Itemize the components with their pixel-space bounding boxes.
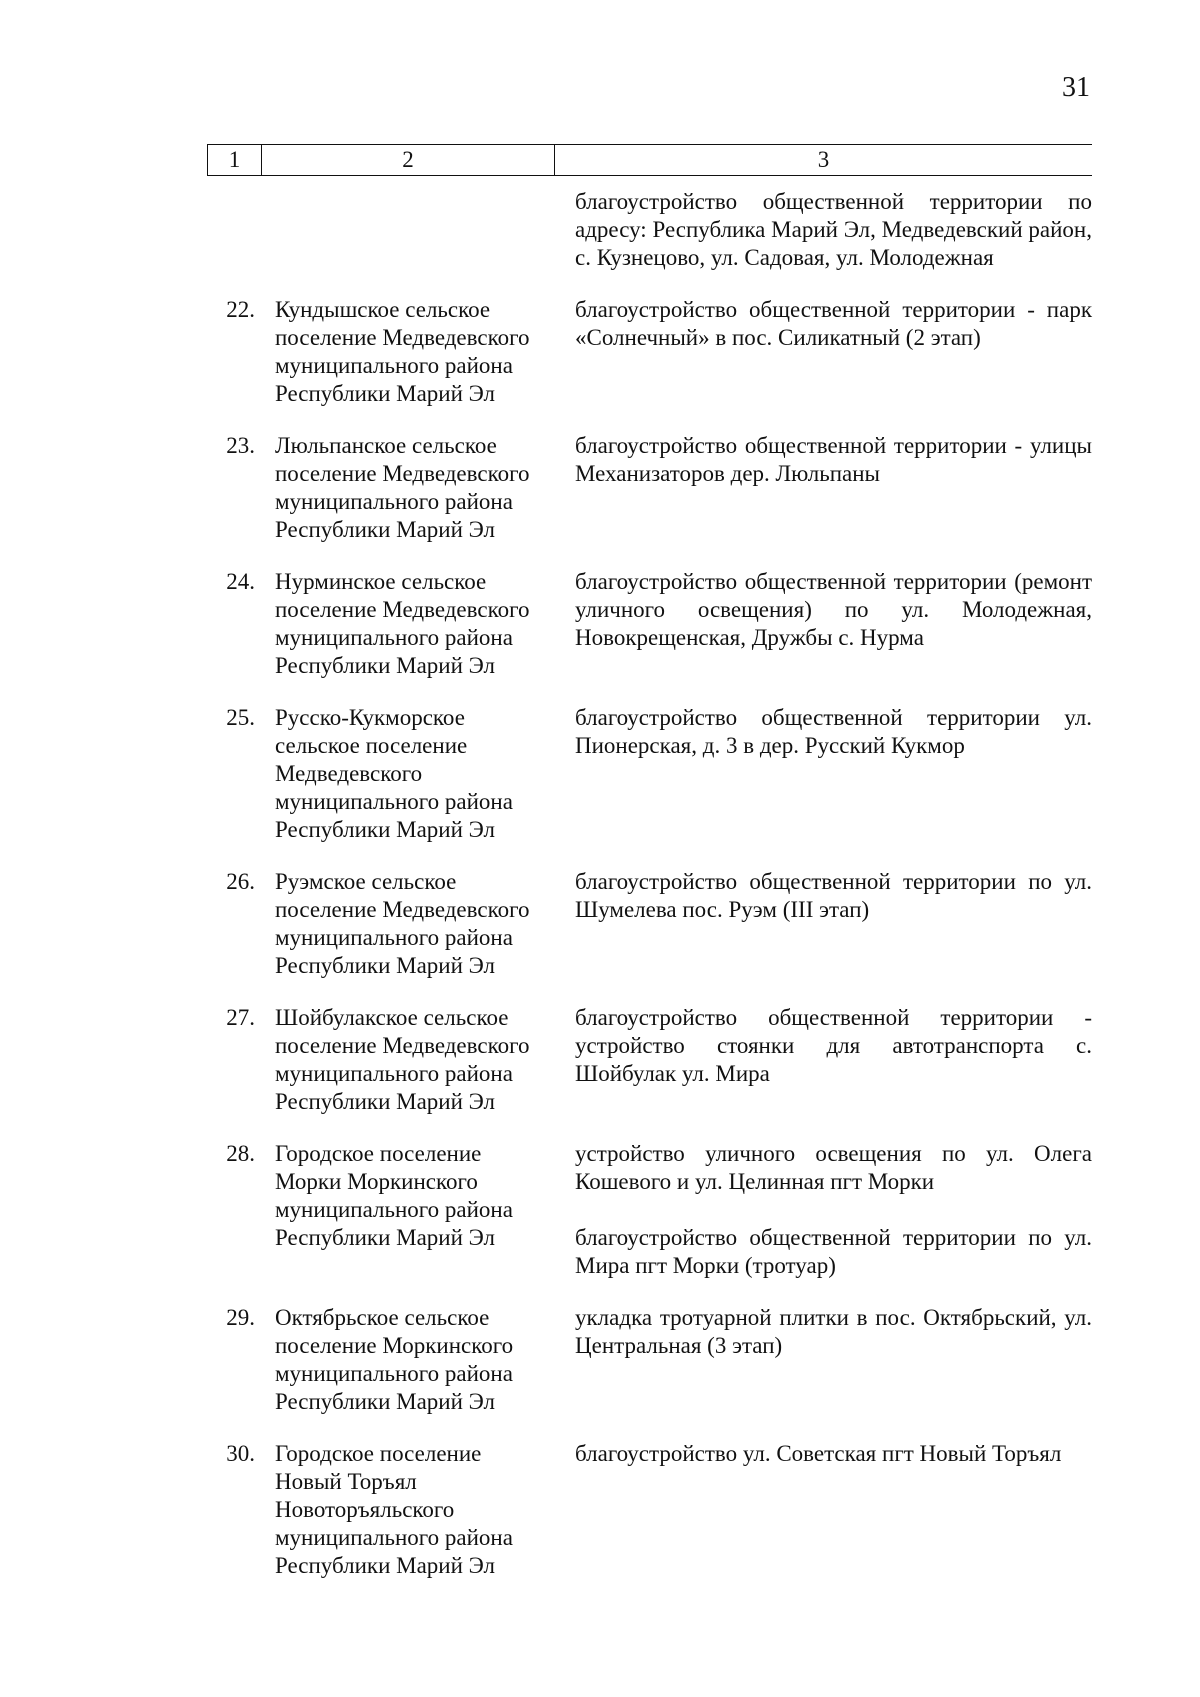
settlement-name-line: поселение Медведевского [275, 1033, 530, 1058]
settlement-name-line: Городское поселение [275, 1441, 482, 1466]
settlement-name-line: Нурминское сельское [275, 569, 487, 594]
settlement-name-line: муниципального района [275, 1361, 513, 1386]
settlement-name [255, 1004, 555, 1116]
improvement-description [555, 704, 1092, 844]
settlement-name-line: Городское поселение [275, 1141, 482, 1166]
settlement-name [255, 1440, 555, 1580]
settlement-name-line: муниципального района [275, 489, 513, 514]
description-paragraph: устройство уличного освещения по ул. Олега Кошевого и ул. Целинная пгт Морки [575, 1141, 1092, 1194]
table-row [207, 296, 1092, 408]
settlement-name [255, 188, 555, 272]
settlement-name-line: Морки Моркинского [275, 1169, 478, 1194]
description-paragraph: благоустройство общественной территории - устройство стоянки для автотранспорта с. Шойбулак ул. Мира [575, 1005, 1092, 1086]
settlement-name-line: Республики Марий Эл [275, 817, 496, 842]
settlement-name-line: поселение Медведевского [275, 325, 530, 350]
row-number: 23. [226, 433, 255, 458]
settlement-name-line: поселение Моркинского [275, 1333, 514, 1358]
settlement-name [255, 432, 555, 544]
settlement-name-line: Люльпанское сельское [275, 433, 497, 458]
column-header-2: 2 [262, 145, 555, 175]
improvement-description [555, 296, 1092, 408]
improvement-description [555, 1440, 1092, 1580]
settlement-name [255, 868, 555, 980]
settlement-name-line: Республики Марий Эл [275, 381, 496, 406]
settlement-name-line: Кундышское сельское [275, 297, 491, 322]
column-header-3: 3 [817, 147, 830, 172]
description-paragraph: благоустройство общественной территории - улицы Механизаторов дер. Люльпаны [575, 433, 1092, 486]
settlement-name-line: Новый Торъял [275, 1469, 417, 1494]
column-header-1: 1 [207, 145, 262, 175]
settlement-name-line: муниципального района [275, 1061, 513, 1086]
improvement-description [555, 1304, 1092, 1416]
description-paragraph: благоустройство общественной территории по ул. Мира пгт Морки (тротуар) [575, 1225, 1092, 1278]
improvement-description [555, 1140, 1092, 1280]
settlement-name-line: поселение Медведевского [275, 461, 530, 486]
settlement-name [255, 1304, 555, 1416]
settlement-name-line: Октябрьское сельское [275, 1305, 490, 1330]
settlement-name [255, 296, 555, 408]
table-row [207, 1140, 1092, 1280]
table-row [207, 868, 1092, 980]
settlement-name-line: Русско-Кукморское [275, 705, 465, 730]
table-row [207, 188, 1092, 272]
table-row [207, 704, 1092, 844]
settlement-name-line: поселение Медведевского [275, 897, 530, 922]
description-paragraph: благоустройство общественной территории ул. Пионерская, д. 3 в дер. Русский Кукмор [575, 705, 1092, 758]
table-body [207, 188, 1092, 1580]
settlement-name-line: муниципального района [275, 625, 513, 650]
settlement-name-line: Республики Марий Эл [275, 517, 496, 542]
settlement-name-line: муниципального района [275, 789, 513, 814]
row-number: 25. [226, 705, 255, 730]
improvement-description [555, 432, 1092, 544]
settlement-name [255, 704, 555, 844]
row-number [207, 188, 255, 272]
row-number: 26. [226, 869, 255, 894]
row-number: 27. [226, 1005, 255, 1030]
row-number: 30. [226, 1441, 255, 1466]
row-number: 29. [226, 1305, 255, 1330]
table-row [207, 1304, 1092, 1416]
settlement-name-line: Шойбулакское сельское [275, 1005, 509, 1030]
settlement-name-line: поселение Медведевского [275, 597, 530, 622]
settlement-name-line: Республики Марий Эл [275, 1225, 496, 1250]
row-number: 22. [226, 297, 255, 322]
settlement-name-line: Республики Марий Эл [275, 1389, 496, 1414]
settlement-name-line: Республики Марий Эл [275, 1553, 496, 1578]
page-number: 31 [1062, 72, 1090, 103]
row-number: 28. [226, 1141, 255, 1166]
description-paragraph: благоустройство общественной территории по адресу: Республика Марий Эл, Медведевский район, с. Кузнецово, ул. Садовая, ул. Молодежная [575, 189, 1092, 270]
settlement-name [255, 1140, 555, 1280]
table-header [207, 144, 1092, 176]
settlement-name [255, 568, 555, 680]
improvement-description [555, 1004, 1092, 1116]
settlement-name-line: муниципального района [275, 925, 513, 950]
settlement-name-line: Республики Марий Эл [275, 1089, 496, 1114]
table-row [207, 568, 1092, 680]
table-row [207, 1004, 1092, 1116]
table-row [207, 1440, 1092, 1580]
settlement-name-line: Медведевского [275, 761, 423, 786]
description-paragraph: благоустройство общественной территории по ул. Шумелева пос. Руэм (III этап) [575, 869, 1092, 922]
description-paragraph: благоустройство ул. Советская пгт Новый Торъял [575, 1441, 1062, 1466]
table-row [207, 432, 1092, 544]
settlement-name-line: Республики Марий Эл [275, 953, 496, 978]
settlement-name-line: сельское поселение [275, 733, 468, 758]
row-number: 24. [226, 569, 255, 594]
description-paragraph: благоустройство общественной территории (ремонт уличного освещения) по ул. Молодежная, Новокрещенская, Дружбы с. Нурма [575, 569, 1092, 650]
improvement-description [555, 568, 1092, 680]
settlement-name-line: Новоторъяльского [275, 1497, 455, 1522]
settlement-name-line: муниципального района [275, 353, 513, 378]
settlement-name-line: Республики Марий Эл [275, 653, 496, 678]
improvement-description [555, 868, 1092, 980]
settlement-name-line: муниципального района [275, 1525, 513, 1550]
settlement-name-line: муниципального района [275, 1197, 513, 1222]
description-paragraph: укладка тротуарной плитки в пос. Октябрьский, ул. Центральная (3 этап) [575, 1305, 1092, 1358]
description-paragraph: благоустройство общественной территории - парк «Солнечный» в пос. Силикатный (2 этап) [575, 297, 1092, 350]
improvement-description [555, 188, 1092, 272]
settlement-name-line: Руэмское сельское [275, 869, 457, 894]
